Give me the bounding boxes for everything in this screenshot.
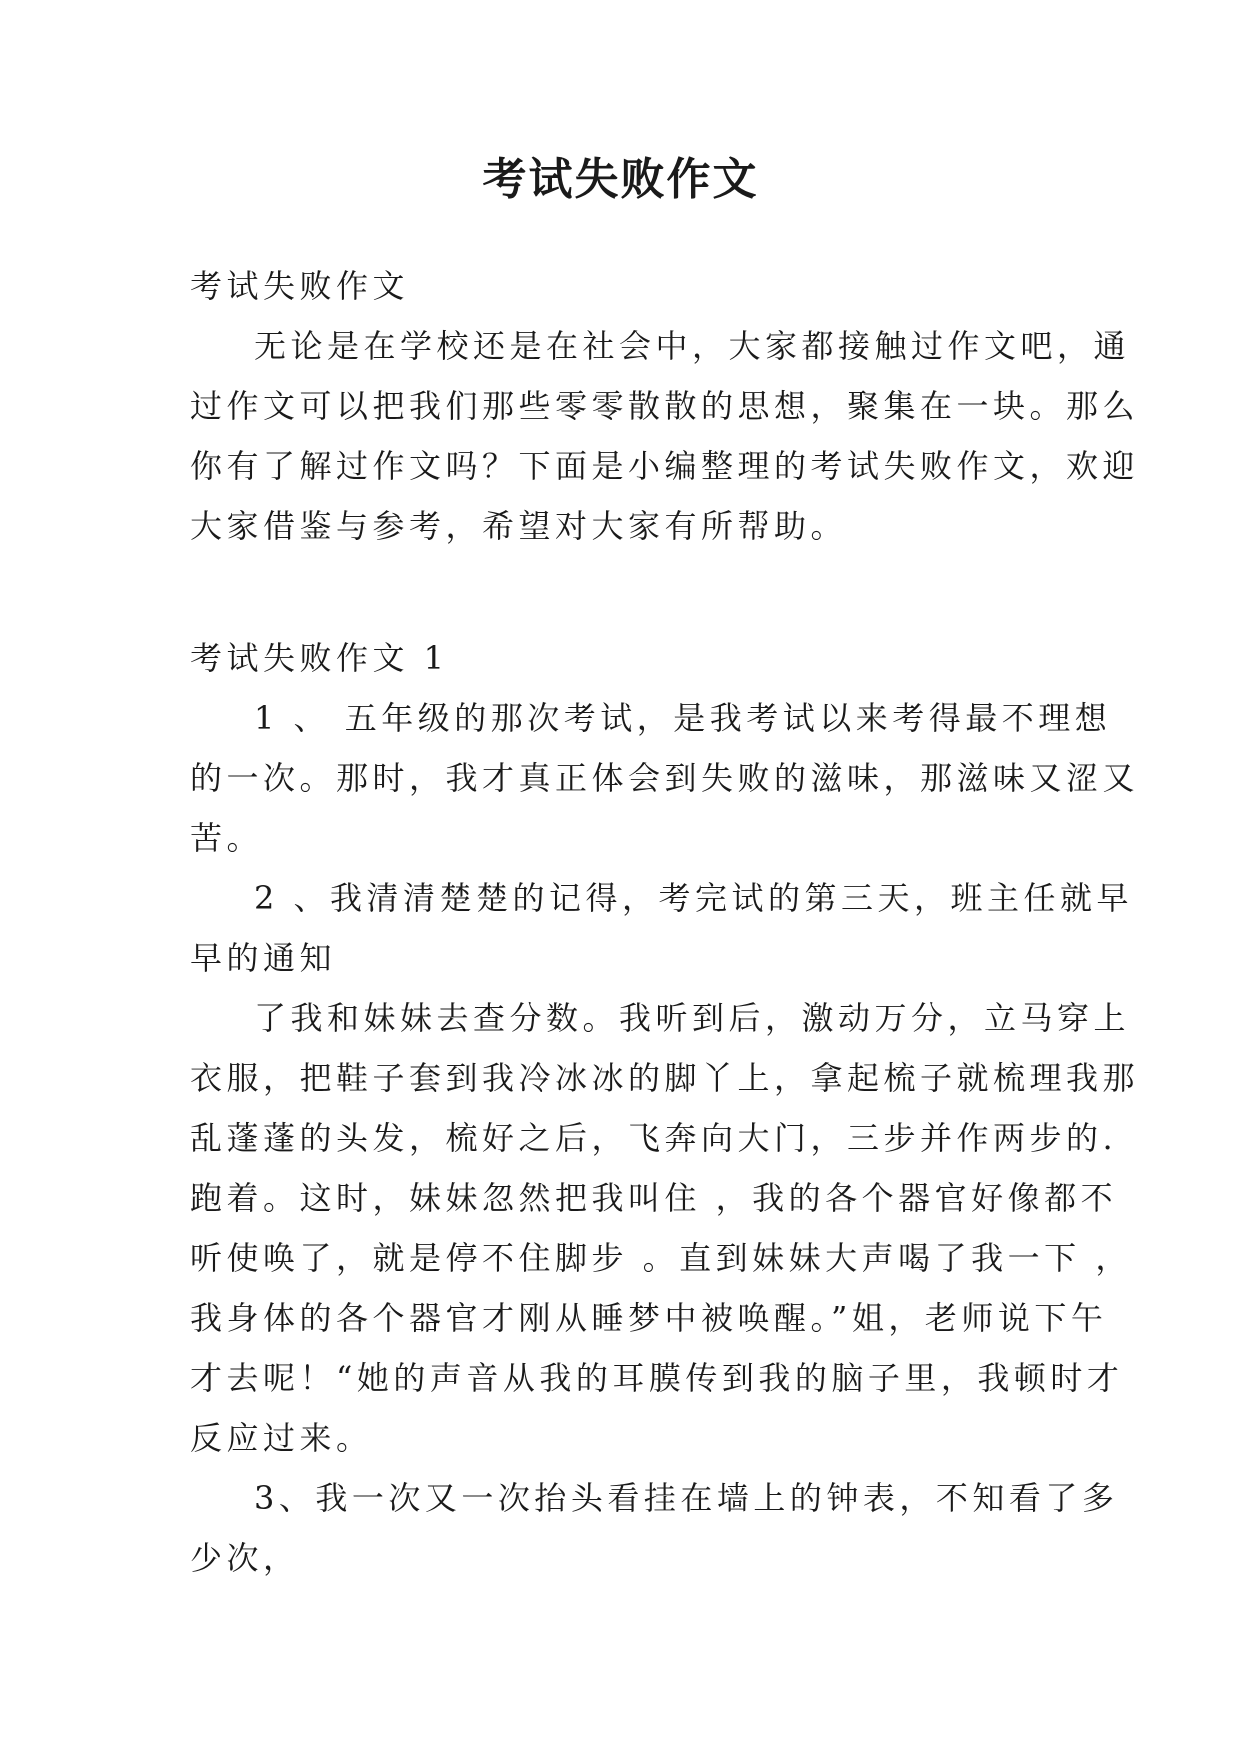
intro-section	[190, 256, 1140, 556]
essay1-p3-line-4: 跑着。这时，妹妹忽然把我叫住 ，我的各个器官好像都不	[190, 1179, 1118, 1217]
essay1-heading: 考试失败作文 1	[190, 639, 449, 677]
essay1-p3-line-6: 我身体的各个器官才刚从睡梦中被唤醒。”姐，老师说下午	[190, 1299, 1108, 1337]
essay1-p3-line-5: 听使唤了，就是停不住脚步 。直到妹妹大声喝了我一下 ，	[190, 1239, 1132, 1277]
essay1-p4-line-1: 3、我一次又一次抬头看挂在墙上的钟表，不知看了多	[254, 1479, 1119, 1517]
essay1-p3-line-2: 衣服，把鞋子套到我冷冰冰的脚丫上，拿起梳子就梳理我那	[190, 1059, 1140, 1097]
intro-heading: 考试失败作文	[190, 267, 410, 305]
intro-line-4: 大家借鉴与参考，希望对大家有所帮助。	[190, 507, 848, 545]
intro-line-3: 你有了解过作文吗？下面是小编整理的考试失败作文，欢迎	[190, 447, 1140, 485]
essay1-p3-line-8: 反应过来。	[190, 1419, 373, 1457]
essay1-p1-line-1: 1 、 五年级的那次考试，是我考试以来考得最不理想	[254, 699, 1112, 737]
essay1-p2-line-2: 早的通知	[190, 939, 337, 977]
essay1-p3-line-3: 乱蓬蓬的头发，梳好之后，飞奔向大门，三步并作两步的.	[190, 1119, 1118, 1157]
essay1-p2-line-1: 2 、我清清楚楚的记得，考完试的第三天，班主任就早	[254, 879, 1134, 917]
essay1-p3-line-1: 了我和妹妹去查分数。我听到后，激动万分，立马穿上	[254, 999, 1131, 1037]
essay1-p1-line-2: 的一次。那时，我才真正体会到失败的滋味，那滋味又涩又	[190, 759, 1140, 797]
intro-line-1: 无论是在学校还是在社会中，大家都接触过作文吧，通	[254, 327, 1131, 365]
essay1-section	[190, 628, 1140, 1588]
essay1-p4-line-2: 少次，	[190, 1539, 300, 1577]
intro-line-2: 过作文可以把我们那些零零散散的思想，聚集在一块。那么	[190, 387, 1140, 425]
essay1-p1-line-3: 苦。	[190, 819, 264, 857]
document-title: 考试失败作文	[482, 154, 759, 205]
essay1-p3-line-7: 才去呢！“她的声音从我的耳膜传到我的脑子里，我顿时才	[190, 1359, 1124, 1397]
